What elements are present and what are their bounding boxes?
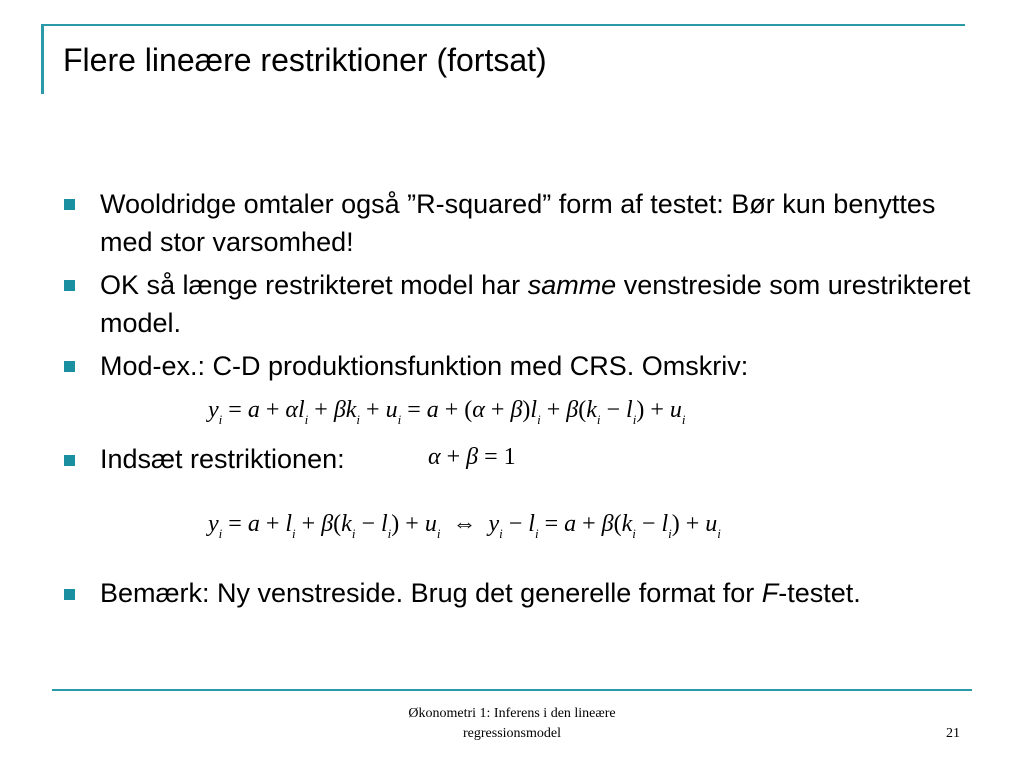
- footer-divider: [52, 689, 972, 691]
- bullet-text-3: Mod-ex.: C-D produktionsfunktion med CRS. Omskriv:: [100, 351, 749, 381]
- footer-line-1: Økonometri 1: Inferens i den lineære: [408, 706, 616, 721]
- bullet-2-part-1: OK så længe restrikteret model har: [100, 270, 528, 300]
- bullet-square-icon: [64, 361, 75, 372]
- bullet-2-emphasis: samme: [527, 270, 617, 300]
- bullet-square-icon: [64, 280, 75, 291]
- bullet-5-emphasis: F: [761, 578, 779, 608]
- page-number: 21: [946, 726, 960, 741]
- slide-title: Flere lineære restriktioner (fortsat): [63, 42, 547, 78]
- bullet-text-4: Indsæt restriktionen:: [100, 444, 345, 474]
- bullet-text-5: [100, 574, 980, 612]
- bullet-2-part-2: venstreside som urestrikteret model.: [100, 270, 971, 338]
- footer-line-2: regressionsmodel: [463, 726, 561, 741]
- equation-1: $y_i = a + \alpha l_i + \beta k_i + u_i = a + (\alpha + \beta)l_i + \beta(k_i - l_i) + u_i$: [208, 397, 686, 427]
- bullet-square-icon: [64, 589, 75, 600]
- title-accent-horizontal: [41, 24, 965, 26]
- bullet-square-icon: [64, 199, 75, 210]
- title-accent-vertical: [41, 24, 44, 94]
- restriction-equation: α + β = 1: [428, 444, 516, 470]
- bullet-square-icon: [64, 455, 75, 466]
- bullet-5-part-1: Bemærk: Ny venstreside. Brug det generelle format for: [100, 578, 762, 608]
- footer-caption: [300, 704, 724, 744]
- bullet-5-part-2: -testet.: [778, 578, 861, 608]
- bullet-text-2: [100, 266, 980, 342]
- bullet-text-1: Wooldridge omtaler også ”R-squared” form af testet: Bør kun benyttes med stor varsomhed!: [100, 189, 936, 257]
- equation-2: $y_i = a + l_i + \beta(k_i - l_i) + u_i$ ⇔ $y_i - l_i = a + \beta(k_i - l_i) + u_i$: [208, 511, 721, 541]
